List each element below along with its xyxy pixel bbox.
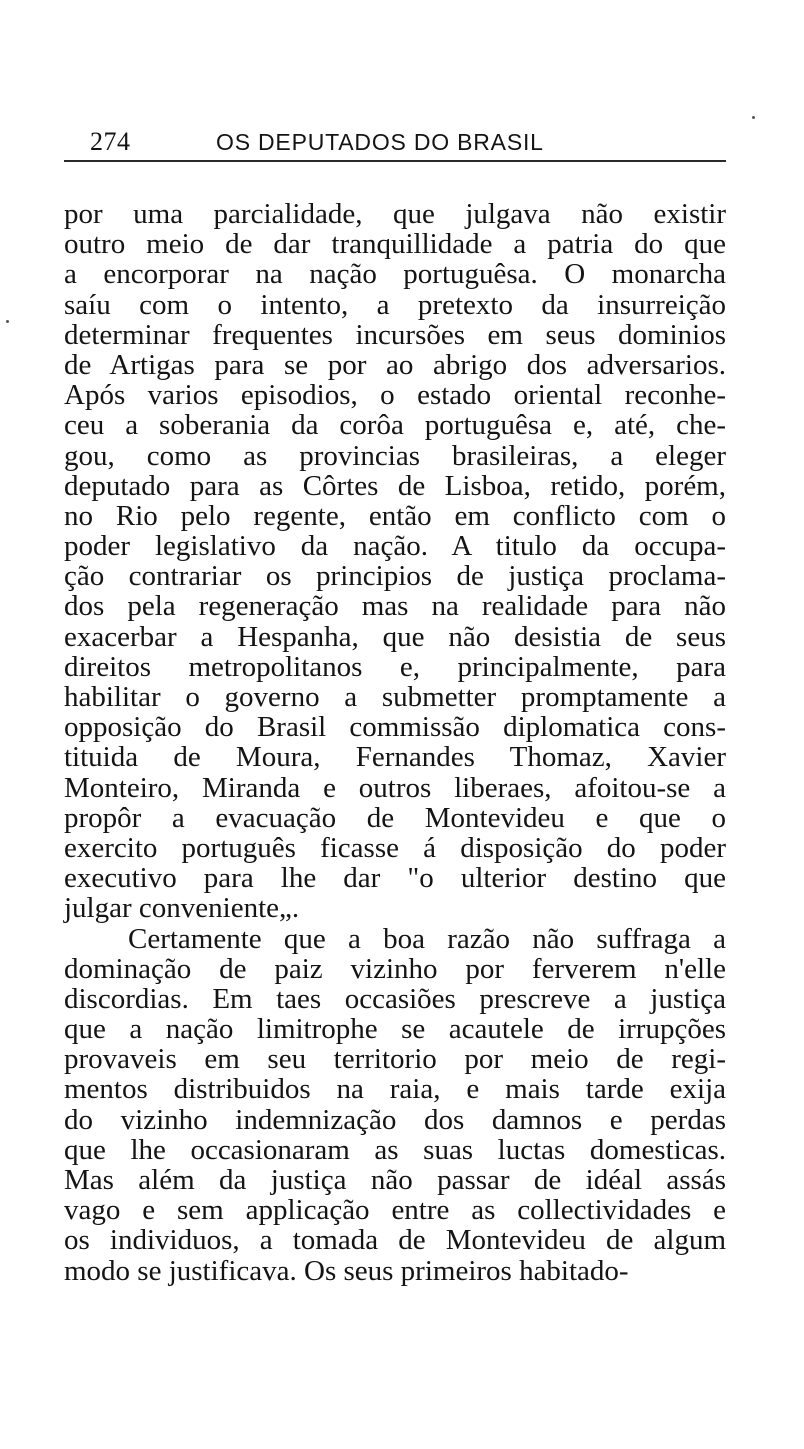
text-line: determinar frequentes incursões em seus dominios <box>64 318 726 351</box>
text-line: outro meio de dar tranquillidade a patria do que <box>64 228 726 261</box>
text-line: julgar conveniente„. <box>64 892 300 925</box>
text-line: que lhe occasionaram as suas luctas domesticas. <box>64 1133 726 1166</box>
running-title: OS DEPUTADOS DO BRASIL <box>216 129 544 155</box>
text-line: direitos metropolitanos e, principalmente, para <box>64 650 726 683</box>
text-line: que a nação limitrophe se acautele de irrupções <box>64 1013 726 1046</box>
text-line: por uma parcialidade, que julgava não existir <box>64 198 726 230</box>
text-line: opposição do Brasil commissão diplomatica cons- <box>64 711 726 744</box>
text-line: dominação de paiz vizinho por ferverem n'elle <box>64 952 726 985</box>
text-line: poder legislativo da nação. A titulo da occupa- <box>64 530 726 563</box>
text-line: no Rio pelo regente, então em conflicto com o <box>64 499 726 532</box>
text-line: exercito português ficasse á disposição do poder <box>64 831 726 864</box>
text-line: modo se justificava. Os seus primeiros habitado- <box>64 1254 629 1287</box>
header-rule <box>64 160 726 162</box>
text-line: dos pela regeneração mas na realidade para não <box>64 590 726 623</box>
text-line: a encorporar na nação portuguêsa. O monarcha <box>64 258 726 291</box>
text-line: Certamente que a boa razão não suffraga a <box>128 922 726 955</box>
text-line: saíu com o intento, a pretexto da insurreição <box>64 288 726 321</box>
text-line: Mas além da justiça não passar de idéal assás <box>64 1164 726 1196</box>
text-line: mentos distribuidos na raia, e mais tarde exija <box>64 1073 726 1106</box>
text-line: ção contrariar os principios de justiça proclama- <box>64 560 726 593</box>
text-line: habilitar o governo a submetter promptamente a <box>64 681 726 713</box>
text-line: vago e sem applicação entre as collectividades e <box>64 1194 726 1227</box>
running-head <box>88 126 728 158</box>
text-line: do vizinho indemnização dos damnos e perdas <box>64 1103 726 1136</box>
body-text <box>64 199 726 1286</box>
text-line: tituida de Moura, Fernandes Thomaz, Xavier <box>64 741 726 774</box>
text-line: exacerbar a Hespanha, que não desistia de seus <box>64 620 726 653</box>
text-line: os individuos, a tomada de Montevideu de algum <box>64 1224 726 1257</box>
text-line: discordias. Em taes occasiões prescreve a justiça <box>64 982 726 1015</box>
text-line: deputado para as Côrtes de Lisboa, retido, porém, <box>64 469 726 502</box>
text-line: de Artigas para se por ao abrigo dos adversarios. <box>64 348 726 381</box>
text-line: gou, como as provincias brasileiras, a eleger <box>64 439 726 472</box>
text-line: Após varios episodios, o estado oriental reconhe- <box>64 379 726 412</box>
text-line: ceu a soberania da corôa portuguêsa e, até, che- <box>64 409 726 442</box>
print-speck <box>6 320 9 323</box>
print-speck <box>752 116 755 119</box>
text-line: executivo para lhe dar "o ulterior destino que <box>64 862 726 895</box>
text-line: propôr a evacuação de Montevideu e que o <box>64 801 726 834</box>
text-line: Monteiro, Miranda e outros liberaes, afoitou-se a <box>64 771 726 804</box>
page-number: 274 <box>90 127 131 156</box>
text-line: provaveis em seu territorio por meio de regi- <box>64 1043 726 1076</box>
